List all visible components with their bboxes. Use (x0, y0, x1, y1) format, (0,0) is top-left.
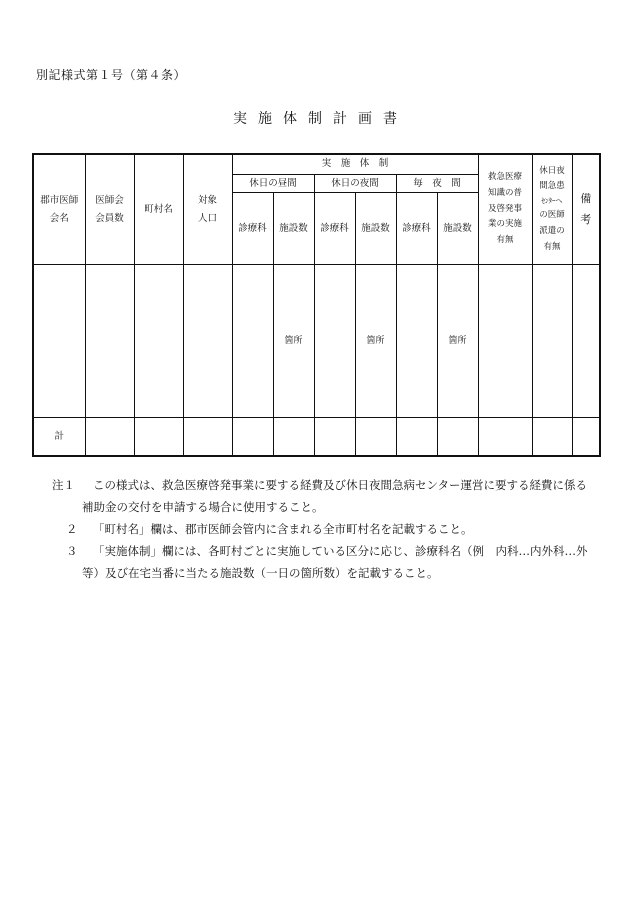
header-town: 町村名 (134, 154, 183, 265)
total-facility-1[interactable] (273, 418, 314, 456)
cell-remarks[interactable] (572, 265, 600, 418)
cell-facility-1[interactable] (273, 265, 314, 418)
note-number: 注１ (52, 478, 75, 492)
cell-members[interactable] (85, 265, 134, 418)
cell-facility-3[interactable] (437, 265, 478, 418)
total-label: 計 (33, 418, 85, 456)
header-implementation: 実 施 体 制 (232, 154, 478, 174)
header-every-night: 毎 夜 間 (396, 174, 478, 193)
cell-dept-3[interactable] (396, 265, 437, 418)
cell-awareness[interactable] (478, 265, 532, 418)
note-text: 「町村名」欄は、郡市医師会管内に含まれる全市町村名を記載すること。 (93, 522, 473, 536)
cell-town[interactable] (134, 265, 183, 418)
unit-label: 箇所 (366, 335, 385, 346)
cell-facility-2[interactable] (355, 265, 396, 418)
header-dept-3: 診療科 (396, 193, 437, 265)
cell-population[interactable] (183, 265, 232, 418)
cell-dept-1[interactable] (232, 265, 273, 418)
header-members: 医師会 会員数 (85, 154, 134, 265)
total-remarks[interactable] (572, 418, 600, 456)
unit-label: 箇所 (284, 335, 303, 346)
note-text: この様式は、救急医療啓発事業に要する経費及び休日夜間急病センター運営に要する経費に係る補助金の交付を申請する場合に使用すること。 (82, 478, 588, 514)
header-dept-2: 診療科 (314, 193, 355, 265)
header-remarks: 備 考 (572, 154, 600, 265)
header-gun: 郡市医師 会名 (33, 154, 85, 265)
note-item (52, 518, 597, 540)
total-dept-2[interactable] (314, 418, 355, 456)
note-number: ３ (66, 544, 78, 558)
total-row (33, 418, 600, 456)
header-facility-2: 施設数 (355, 193, 396, 265)
total-facility-2[interactable] (355, 418, 396, 456)
header-awareness: 救急医療 知識の普 及啓発事 業の実施 有無 (478, 154, 532, 265)
table-row (33, 265, 600, 418)
page-title: 実施体制計画書 (233, 111, 408, 127)
note-number: ２ (66, 522, 78, 536)
note-text: 「実施体制」欄には、各町村ごとに実施している区分に応じ、診療科名（例 内科…内外科…外 等）及び在宅当番に当たる施設数（一日の箇所数）を記載すること。 (82, 544, 599, 580)
note-item (52, 474, 597, 518)
notes (52, 474, 597, 584)
total-dept-1[interactable] (232, 418, 273, 456)
total-awareness[interactable] (478, 418, 532, 456)
plan-table (32, 153, 601, 457)
header-holiday-night: 休日の夜間 (314, 174, 396, 193)
total-town[interactable] (134, 418, 183, 456)
header-dispatch: 休日夜 間急患 ｾﾝﾀｰへ の医師 派遣の 有無 (532, 154, 572, 265)
cell-dept-2[interactable] (314, 265, 355, 418)
header-facility-3: 施設数 (437, 193, 478, 265)
total-dept-3[interactable] (396, 418, 437, 456)
cell-dispatch[interactable] (532, 265, 572, 418)
total-dispatch[interactable] (532, 418, 572, 456)
header-holiday-day: 休日の昼間 (232, 174, 314, 193)
total-facility-3[interactable] (437, 418, 478, 456)
unit-label: 箇所 (448, 335, 467, 346)
header-dept-1: 診療科 (232, 193, 273, 265)
note-item (52, 540, 597, 584)
total-members[interactable] (85, 418, 134, 456)
form-number: 別記様式第１号（第４条） (36, 68, 187, 82)
cell-gun[interactable] (33, 265, 85, 418)
total-population[interactable] (183, 418, 232, 456)
header-facility-1: 施設数 (273, 193, 314, 265)
header-population: 対象 人口 (183, 154, 232, 265)
